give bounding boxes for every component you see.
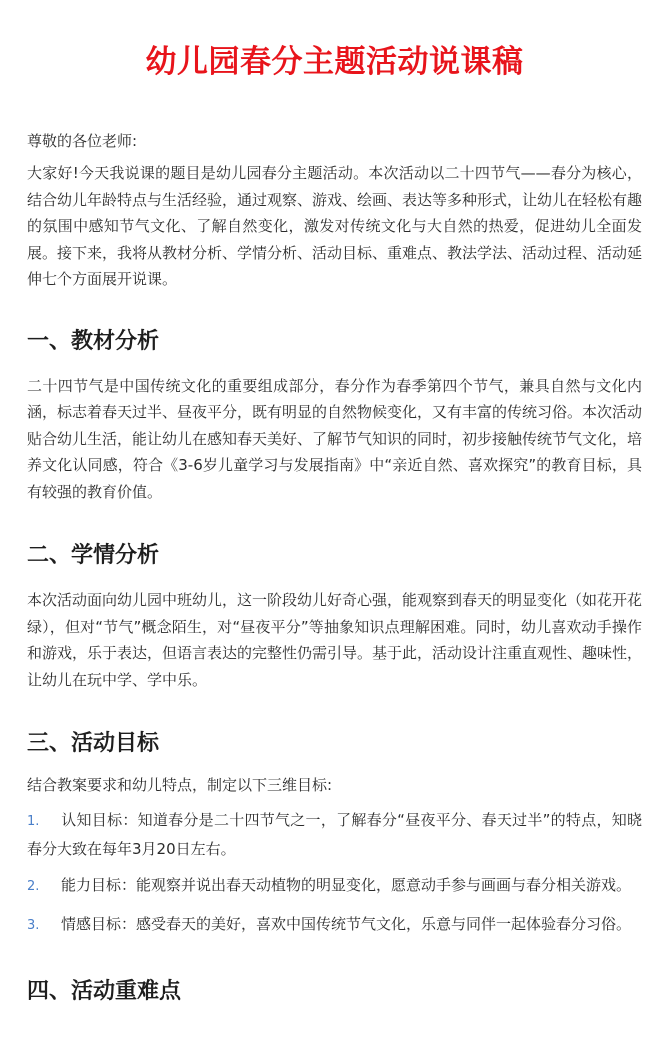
goals-list [27,807,642,939]
goal-item [27,872,642,901]
goal-text: 能力目标：能观察并说出春天动植物的明显变化，愿意动手参与画画与春分相关游戏。 [61,876,632,894]
section-heading-learner-analysis: 二、学情分析 [27,543,160,568]
section-body-textbook-analysis: 二十四节气是中国传统文化的重要组成部分，春分作为春季第四个节气，兼具自然与文化内涵，标志着春天过半、昼夜平分，既有明显的自然物候变化，又有丰富的传统习俗。本次活动贴合幼儿生活，能让幼儿在感知春天美好、了解节气知识的同时，初步接触传统节气文化，培养文化认同感，符合《3-6岁儿童学习与发展指南》中“亲近自然、喜欢探究”的教育目标，具有较强的教育价值。 [27,376,643,501]
goal-number: 3. [27,917,40,933]
goal-item [27,911,642,940]
section-heading-key-difficulties: 四、活动重难点 [27,979,182,1004]
goal-text: 情感目标：感受春天的美好，喜欢中国传统节气文化，乐意与同伴一起体验春分习俗。 [61,914,632,933]
goal-text: 认知目标：知道春分是二十四节气之一，了解春分“昼夜平分、春天过半”的特点，知晓春分大致在每年3月20日左右。 [27,811,642,858]
section-body-learner-analysis: 本次活动面向幼儿园中班幼儿，这一阶段幼儿好奇心强，能观察到春天的明显变化（如花开花绿），但对“节气”概念陌生，对“昼夜平分”等抽象知识点理解困难。同时，幼儿喜欢动手操作和游戏，乐于表达，但语言表达的完整性仍需引导。基于此，活动设计注重直观性、趣味性，让幼儿在玩中学、学中乐。 [27,591,643,689]
document-title: 幼儿园春分主题活动说课稿 [145,44,524,80]
salutation: 尊敬的各位老师: [27,132,138,150]
section-heading-activity-goals: 三、活动目标 [27,731,160,756]
section-heading-textbook-analysis: 一、教材分析 [27,328,160,354]
goal-number: 1. [27,814,40,829]
goal-number: 2. [27,879,40,894]
intro-paragraph: 大家好!今天我说课的题目是幼儿园春分主题活动。本次活动以二十四节气——春分为核心，结合幼儿年龄特点与生活经验，通过观察、游戏、绘画、表达等多种形式，让幼儿在轻松有趣的氛围中感知节气文化、了解自然变化，激发对传统文化与大自然的热爱，促进幼儿全面发展。接下来，我将从教材分析、学情分析、活动目标、重难点、教法学法、活动过程、活动延伸七个方面展开说课。 [27,164,643,288]
goals-intro: 结合教案要求和幼儿特点，制定以下三维目标: [27,776,333,794]
goal-item [27,807,642,862]
